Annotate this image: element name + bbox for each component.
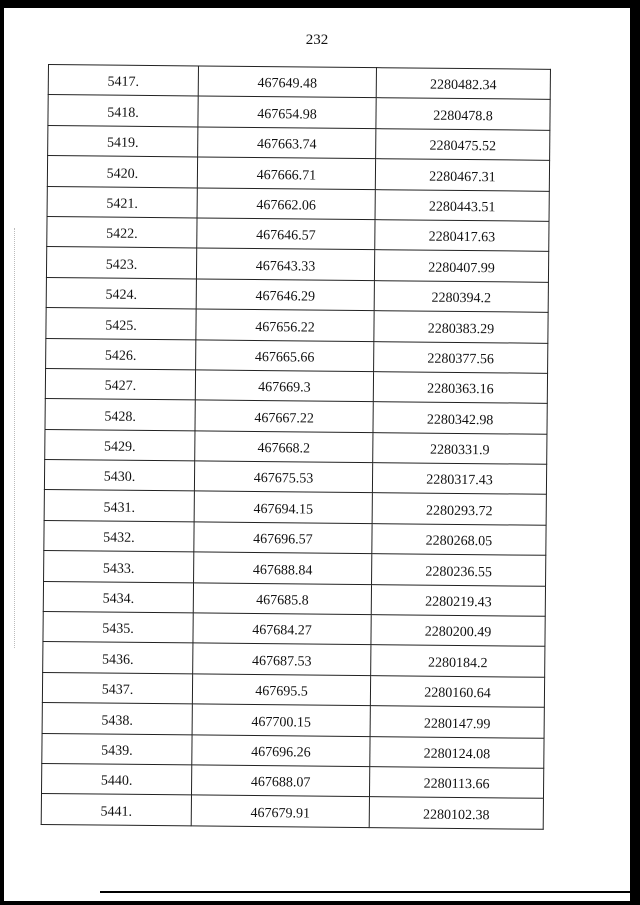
x-coordinate-cell xyxy=(198,127,376,159)
x-coordinate-text: 467687.53 xyxy=(251,653,312,670)
point-number-text: 5427. xyxy=(104,378,137,395)
x-coordinate-cell xyxy=(197,157,375,189)
table-row xyxy=(43,612,545,647)
x-coordinate-cell xyxy=(194,491,372,523)
table-row xyxy=(42,672,544,707)
x-coordinate-text: 467685.8 xyxy=(256,593,309,609)
point-number-text: 5424. xyxy=(105,287,138,303)
page-number: 232 xyxy=(305,32,329,48)
y-coordinate-text: 2280407.99 xyxy=(428,260,495,277)
y-coordinate-text: 2280317.43 xyxy=(426,473,493,489)
x-coordinate-text: 467675.53 xyxy=(253,471,314,488)
y-coordinate-text: 2280417.63 xyxy=(428,230,496,246)
x-coordinate-text: 467656.22 xyxy=(255,319,315,336)
y-coordinate-text: 2280268.05 xyxy=(425,533,493,550)
x-coordinate-text: 467684.27 xyxy=(252,623,312,639)
x-coordinate-text: 467667.22 xyxy=(254,410,314,427)
y-coordinate-text: 2280147.99 xyxy=(423,716,491,732)
table-row xyxy=(45,399,547,434)
x-coordinate-text: 467646.57 xyxy=(256,228,316,244)
y-coordinate-cell xyxy=(372,493,546,525)
table-row xyxy=(45,429,547,464)
x-coordinate-text: 467662.06 xyxy=(256,197,316,214)
table-row xyxy=(48,95,550,130)
x-coordinate-cell xyxy=(198,66,376,98)
y-coordinate-text: 2280219.43 xyxy=(425,594,492,611)
y-coordinate-text: 2280478.8 xyxy=(433,108,493,125)
point-number-cell xyxy=(43,642,193,674)
point-number-cell xyxy=(44,490,194,522)
table-row xyxy=(42,703,544,738)
x-coordinate-text: 467695.5 xyxy=(255,684,308,700)
y-coordinate-cell xyxy=(374,311,548,343)
y-coordinate-cell xyxy=(376,128,550,160)
x-coordinate-text: 467643.33 xyxy=(255,258,316,275)
point-number-text: 5441. xyxy=(100,804,133,820)
x-coordinate-cell xyxy=(196,339,374,371)
table-row xyxy=(43,642,545,677)
y-coordinate-cell xyxy=(373,372,547,404)
point-number-cell xyxy=(44,551,194,583)
table-row xyxy=(43,581,545,616)
table-row xyxy=(41,794,543,829)
y-coordinate-cell xyxy=(369,767,543,799)
point-number-cell xyxy=(47,216,197,248)
x-coordinate-text: 467646.29 xyxy=(255,289,316,305)
x-coordinate-cell xyxy=(194,461,372,493)
x-coordinate-cell xyxy=(195,400,373,432)
point-number-text: 5436. xyxy=(101,652,134,668)
y-coordinate-cell xyxy=(370,706,544,738)
point-number-cell xyxy=(47,186,197,218)
x-coordinate-cell xyxy=(191,795,369,827)
point-number-text: 5426. xyxy=(104,348,137,364)
table-row xyxy=(42,733,544,768)
point-number-cell xyxy=(46,308,196,340)
x-coordinate-cell xyxy=(193,643,371,675)
point-number-text: 5435. xyxy=(102,621,134,638)
table-row xyxy=(44,490,546,525)
document-page xyxy=(4,8,630,901)
x-coordinate-text: 467694.15 xyxy=(253,501,314,518)
x-coordinate-cell xyxy=(192,674,370,706)
table-row xyxy=(47,186,549,221)
y-coordinate-text: 2280236.55 xyxy=(425,564,492,580)
x-coordinate-text: 467700.15 xyxy=(251,714,312,731)
point-number-text: 5429. xyxy=(104,439,136,455)
x-coordinate-text: 467669.3 xyxy=(258,380,311,396)
y-coordinate-text: 2280467.31 xyxy=(429,169,496,185)
x-coordinate-text: 467696.26 xyxy=(251,744,311,761)
margin-scan-artifact xyxy=(14,228,16,648)
table-row xyxy=(47,156,549,191)
coordinates-table xyxy=(41,64,551,830)
point-number-text: 5432. xyxy=(103,530,135,547)
x-coordinate-cell xyxy=(193,613,371,645)
point-number-cell xyxy=(46,247,196,279)
x-coordinate-text: 467679.91 xyxy=(250,805,311,822)
y-coordinate-cell xyxy=(371,615,545,647)
table-row xyxy=(41,763,543,798)
y-coordinate-text: 2280102.38 xyxy=(422,807,490,824)
y-coordinate-cell xyxy=(373,402,547,434)
point-number-cell xyxy=(47,156,197,188)
x-coordinate-cell xyxy=(196,279,374,311)
y-coordinate-text: 2280200.49 xyxy=(424,625,492,641)
point-number-cell xyxy=(45,429,195,461)
y-coordinate-text: 2280383.29 xyxy=(427,321,495,337)
point-number-text: 5422. xyxy=(106,226,138,243)
x-coordinate-cell xyxy=(195,431,373,463)
x-coordinate-cell xyxy=(194,552,372,584)
coordinates-table-wrapper xyxy=(41,64,550,830)
table-row xyxy=(46,338,548,373)
point-number-text: 5419. xyxy=(106,135,139,152)
point-number-cell xyxy=(46,338,196,370)
y-coordinate-cell xyxy=(376,98,550,130)
y-coordinate-text: 2280113.66 xyxy=(423,777,490,793)
table-row xyxy=(46,247,548,282)
x-coordinate-cell xyxy=(194,522,372,554)
x-coordinate-cell xyxy=(196,309,374,341)
y-coordinate-text: 2280363.16 xyxy=(427,381,494,398)
y-coordinate-cell xyxy=(370,675,544,707)
table-row xyxy=(44,460,546,495)
y-coordinate-cell xyxy=(374,341,548,373)
point-number-text: 5433. xyxy=(102,561,135,577)
y-coordinate-cell xyxy=(376,68,550,100)
point-number-text: 5440. xyxy=(100,773,133,790)
point-number-cell xyxy=(45,368,195,400)
x-coordinate-cell xyxy=(197,188,375,220)
x-coordinate-text: 467665.66 xyxy=(254,349,315,366)
y-coordinate-text: 2280377.56 xyxy=(427,351,495,368)
y-coordinate-text: 2280482.34 xyxy=(429,78,497,94)
y-coordinate-text: 2280293.72 xyxy=(425,503,493,520)
point-number-text: 5439. xyxy=(101,743,133,759)
x-coordinate-text: 467668.2 xyxy=(257,441,311,457)
y-coordinate-text: 2280475.52 xyxy=(429,138,497,155)
y-coordinate-cell xyxy=(372,523,546,555)
x-coordinate-cell xyxy=(191,765,369,797)
x-coordinate-cell xyxy=(198,96,376,128)
point-number-text: 5428. xyxy=(104,409,136,425)
y-coordinate-text: 2280394.2 xyxy=(431,290,492,307)
table-row xyxy=(47,216,549,251)
point-number-text: 5438. xyxy=(101,713,134,729)
point-number-cell xyxy=(42,672,192,704)
point-number-text: 5423. xyxy=(105,257,138,273)
y-coordinate-cell xyxy=(375,159,549,191)
y-coordinate-text: 2280342.98 xyxy=(426,412,494,428)
x-coordinate-text: 467688.07 xyxy=(250,775,311,791)
point-number-text: 5430. xyxy=(103,470,136,486)
table-row xyxy=(44,520,546,555)
x-coordinate-cell xyxy=(195,370,373,402)
y-coordinate-cell xyxy=(375,220,549,252)
y-coordinate-text: 2280160.64 xyxy=(424,685,491,702)
y-coordinate-cell xyxy=(375,189,549,221)
y-coordinate-cell xyxy=(370,736,544,768)
table-row xyxy=(46,308,548,343)
point-number-cell xyxy=(42,703,192,735)
x-coordinate-text: 467696.57 xyxy=(253,532,313,548)
y-coordinate-text: 2280331.9 xyxy=(429,442,490,459)
point-number-cell xyxy=(48,95,198,127)
table-row xyxy=(48,125,550,160)
x-coordinate-cell xyxy=(192,735,370,767)
point-number-text: 5434. xyxy=(102,591,135,607)
y-coordinate-cell xyxy=(372,554,546,586)
table-row xyxy=(45,368,547,403)
point-number-cell xyxy=(48,125,198,157)
table-row xyxy=(46,277,548,312)
y-coordinate-text: 2280443.51 xyxy=(428,199,496,216)
point-number-cell xyxy=(41,794,191,826)
x-coordinate-cell xyxy=(196,248,374,280)
point-number-cell xyxy=(45,399,195,431)
point-number-cell xyxy=(48,65,198,97)
y-coordinate-cell xyxy=(371,645,545,677)
x-coordinate-cell xyxy=(192,704,370,736)
point-number-cell xyxy=(41,763,191,795)
x-coordinate-text: 467654.98 xyxy=(257,106,317,123)
point-number-text: 5431. xyxy=(103,500,136,516)
y-coordinate-cell xyxy=(374,280,548,312)
y-coordinate-text: 2280124.08 xyxy=(423,746,491,763)
y-coordinate-cell xyxy=(372,463,546,495)
x-coordinate-text: 467688.84 xyxy=(252,562,313,579)
point-number-cell xyxy=(43,612,193,644)
point-number-cell xyxy=(44,520,194,552)
y-coordinate-cell xyxy=(371,584,545,616)
y-coordinate-cell xyxy=(369,797,543,829)
point-number-cell xyxy=(43,581,193,613)
point-number-text: 5418. xyxy=(107,105,139,121)
y-coordinate-cell xyxy=(374,250,548,282)
point-number-cell xyxy=(44,460,194,492)
y-coordinate-cell xyxy=(373,432,547,464)
x-coordinate-text: 467649.48 xyxy=(257,76,318,92)
table-row xyxy=(44,551,546,586)
point-number-text: 5420. xyxy=(106,166,139,182)
point-number-text: 5425. xyxy=(105,318,137,334)
point-number-cell xyxy=(46,277,196,309)
table-row xyxy=(48,65,550,100)
x-coordinate-text: 467666.71 xyxy=(256,167,317,184)
point-number-text: 5417. xyxy=(107,74,140,91)
point-number-text: 5437. xyxy=(101,682,134,699)
x-coordinate-cell xyxy=(197,218,375,250)
coordinates-table-body xyxy=(41,65,550,830)
point-number-cell xyxy=(42,733,192,765)
y-coordinate-text: 2280184.2 xyxy=(427,655,488,672)
scan-bottom-edge xyxy=(100,891,640,893)
point-number-text: 5421. xyxy=(106,196,138,212)
x-coordinate-text: 467663.74 xyxy=(256,137,317,153)
x-coordinate-cell xyxy=(193,583,371,615)
